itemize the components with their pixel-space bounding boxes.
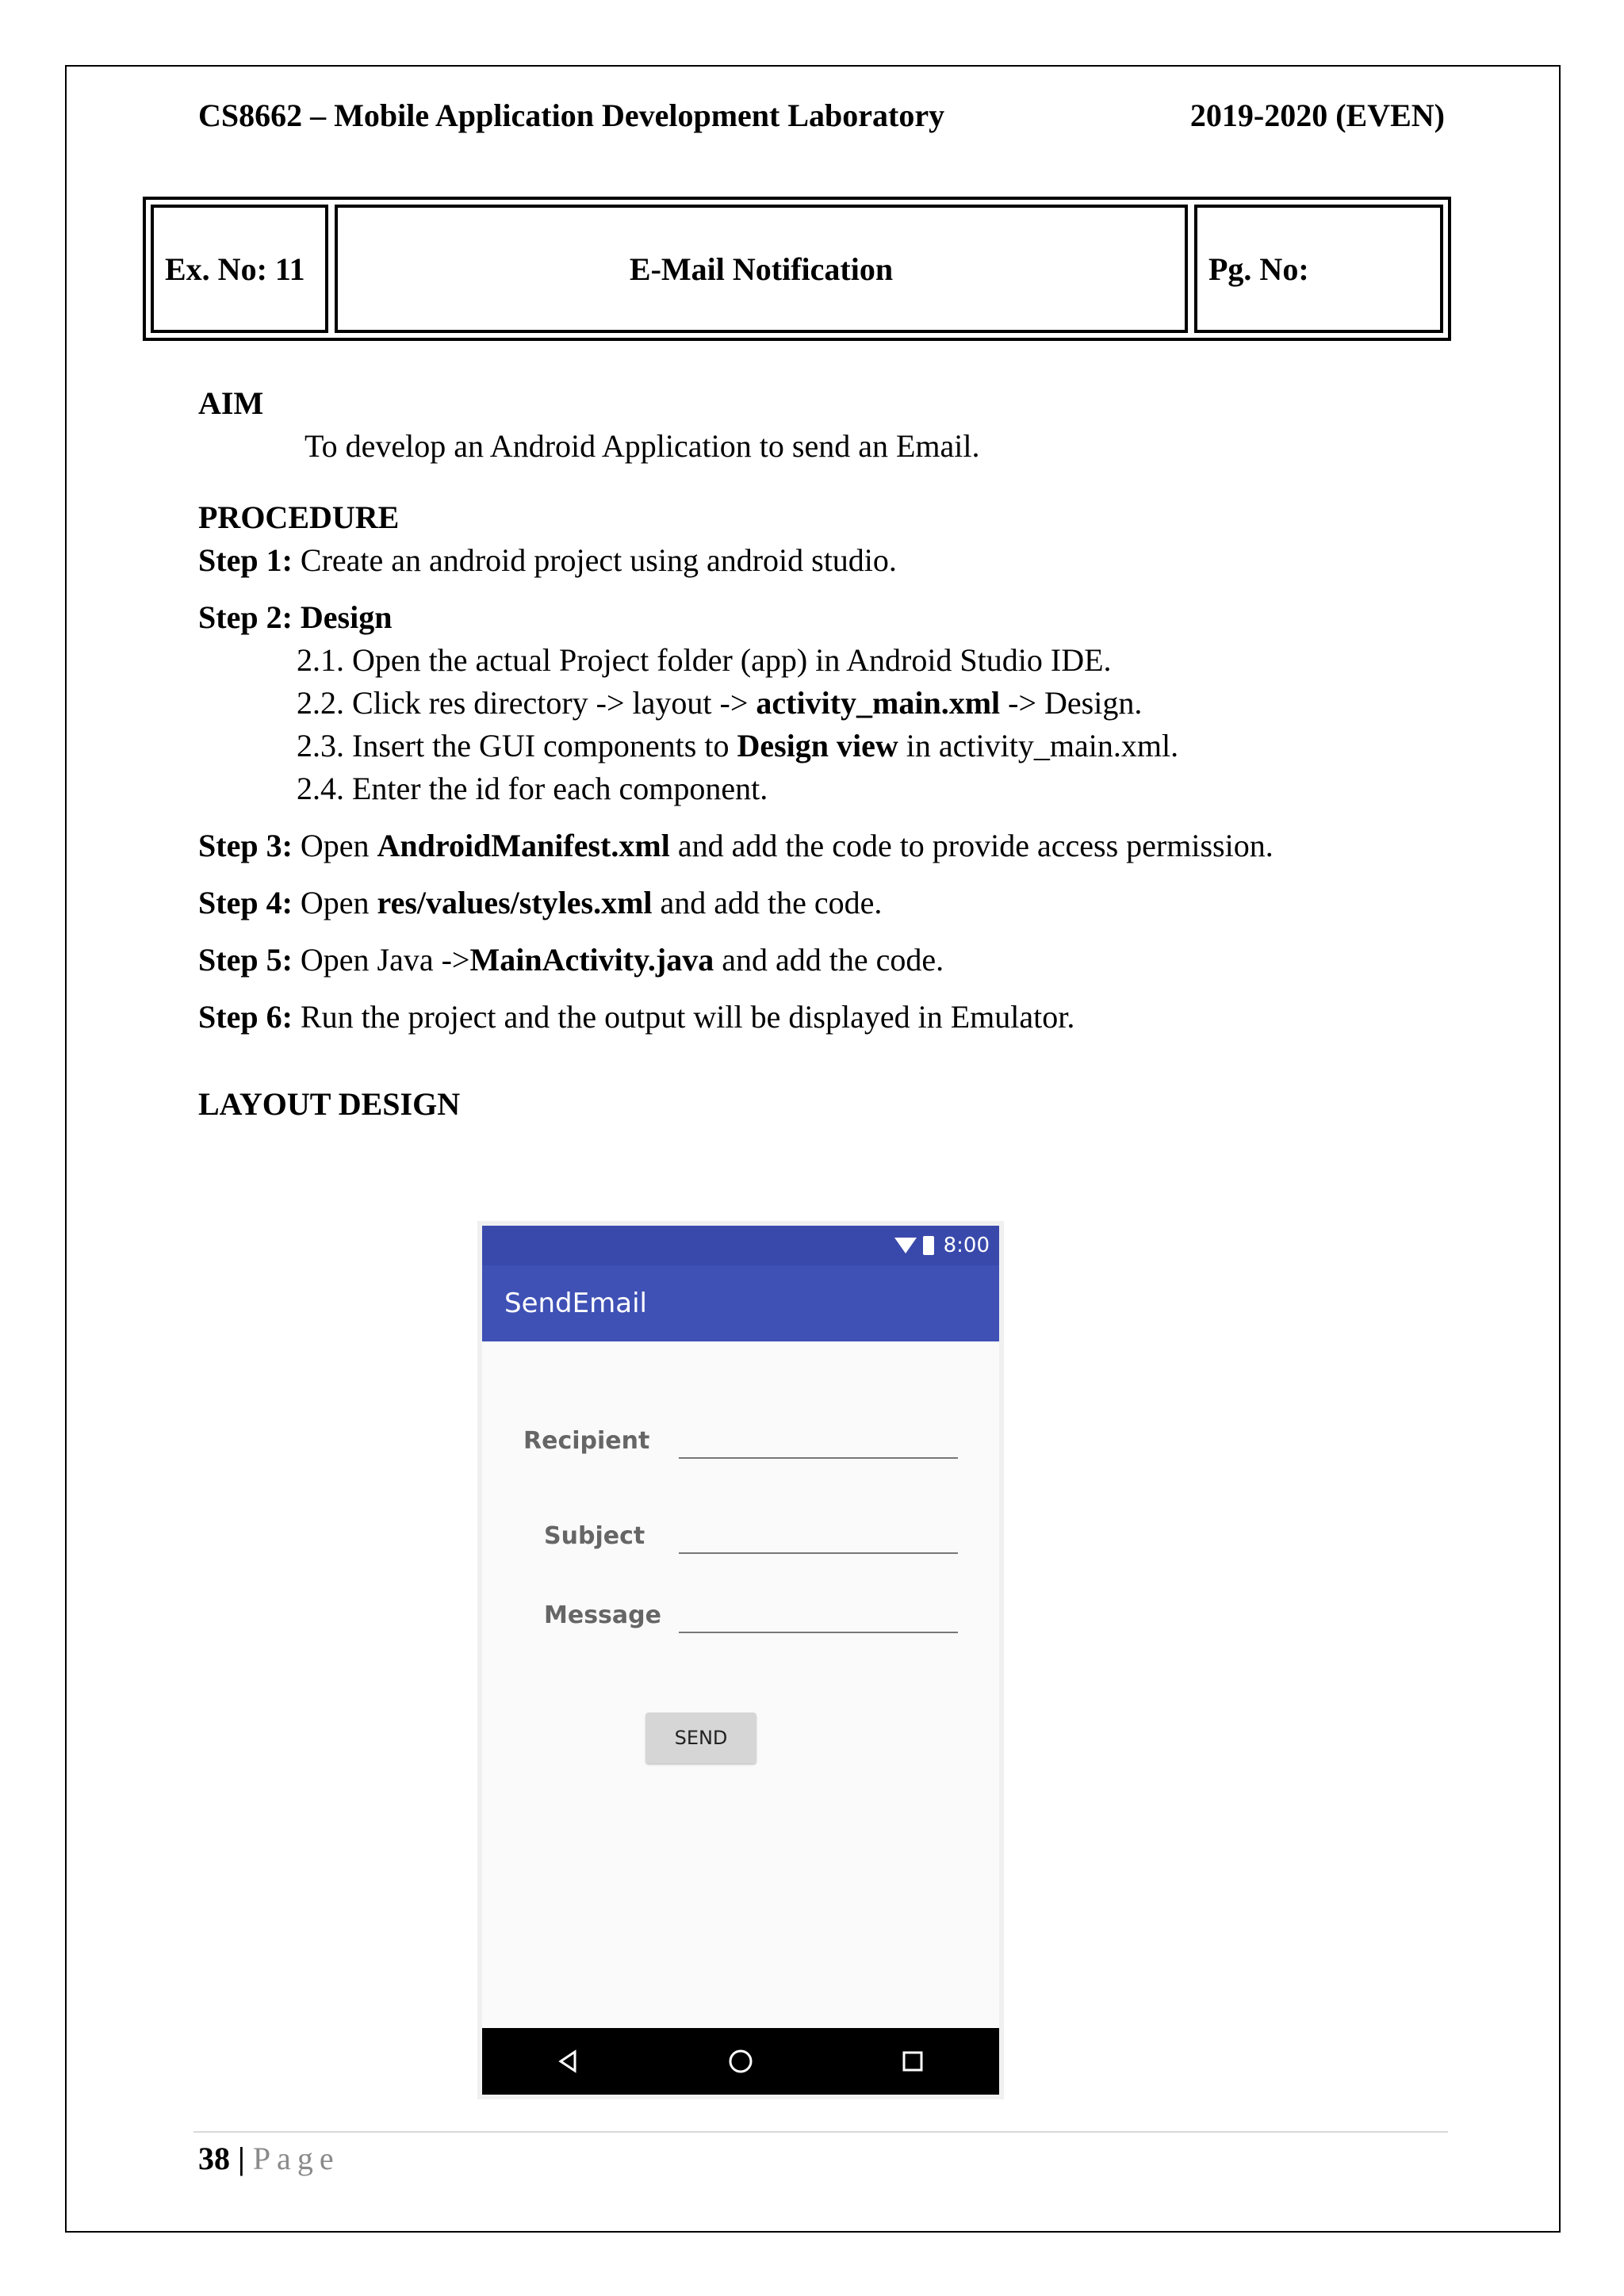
step-2-2-text-a: 2.2. Click res directory -> layout -> <box>297 685 756 721</box>
status-bar <box>482 1226 999 1265</box>
layout-design-heading: LAYOUT DESIGN <box>198 1086 461 1122</box>
step-4-label: Step 4: <box>198 885 293 920</box>
back-icon[interactable] <box>553 2045 584 2077</box>
exercise-title: E-Mail Notification <box>335 205 1188 333</box>
recipient-label: Recipient <box>523 1427 650 1455</box>
step-5 <box>198 939 1451 982</box>
course-title: CS8662 – Mobile Application Development Laboratory <box>198 98 945 133</box>
step-4-text-c: and add the code. <box>652 885 883 920</box>
subject-row <box>482 1514 999 1562</box>
step-2-1: 2.1. Open the actual Project folder (app) in Android Studio IDE. <box>297 642 1112 678</box>
home-icon[interactable] <box>725 2045 756 2077</box>
step-2-3 <box>198 725 1451 767</box>
navigation-bar <box>482 2028 999 2095</box>
message-label: Message <box>544 1601 661 1629</box>
step-3-text-c: and add the code to provide access permission. <box>669 828 1274 863</box>
app-bar <box>482 1265 999 1341</box>
page-header <box>198 97 1445 134</box>
exercise-title-table <box>143 197 1451 341</box>
step-5-text-a: Open Java -> <box>292 942 470 978</box>
page-number-cell: Pg. No: <box>1194 205 1443 333</box>
send-button[interactable]: SEND <box>645 1712 756 1763</box>
step-3-text-a: Open <box>292 828 377 863</box>
step-2-3-text-a: 2.3. Insert the GUI components to <box>297 728 737 763</box>
step-4 <box>198 882 1451 924</box>
step-2-label: Step 2: Design <box>198 599 393 635</box>
step-5-label: Step 5: <box>198 942 293 978</box>
step-1-label: Step 1: <box>198 542 293 578</box>
exercise-number: Ex. No: 11 <box>151 205 328 333</box>
procedure-heading: PROCEDURE <box>198 499 400 535</box>
step-3 <box>198 825 1451 867</box>
step-3-label: Step 3: <box>198 828 293 863</box>
step-4-file: res/values/styles.xml <box>377 885 653 920</box>
footer-page-number: 38 <box>198 2141 230 2176</box>
phone-screenshot <box>477 1221 1004 2099</box>
step-2-2-file: activity_main.xml <box>756 685 1001 721</box>
step-6-label: Step 6: <box>198 999 293 1035</box>
step-5-file: MainActivity.java <box>469 942 714 978</box>
status-time: 8:00 <box>943 1234 990 1257</box>
step-6-text: Run the project and the output will be displayed in Emulator. <box>292 999 1075 1035</box>
footer-separator: | <box>230 2141 253 2176</box>
recents-icon[interactable] <box>897 2045 929 2077</box>
step-2-2 <box>198 682 1451 725</box>
step-5-text-c: and add the code. <box>714 942 944 978</box>
step-2-3-text-c: in activity_main.xml. <box>898 728 1179 763</box>
step-2-4: 2.4. Enter the id for each component. <box>297 771 768 806</box>
step-1 <box>198 539 1451 582</box>
app-title: SendEmail <box>504 1288 647 1319</box>
message-field[interactable] <box>679 1632 958 1633</box>
footer-divider <box>193 2131 1448 2133</box>
step-1-text: Create an android project using android studio. <box>292 542 897 578</box>
footer-page-word: Page <box>252 2141 340 2176</box>
aim-text: To develop an Android Application to send an Email. <box>304 428 980 464</box>
page-footer <box>198 2137 340 2180</box>
recipient-field[interactable] <box>679 1457 958 1459</box>
battery-icon <box>923 1236 934 1255</box>
recipient-row <box>482 1419 999 1467</box>
wifi-icon <box>894 1238 917 1253</box>
academic-year: 2019-2020 (EVEN) <box>1189 98 1445 133</box>
step-4-text-a: Open <box>292 885 377 920</box>
step-2-2-text-c: -> Design. <box>1000 685 1143 721</box>
subject-label: Subject <box>544 1522 645 1550</box>
step-3-file: AndroidManifest.xml <box>377 828 670 863</box>
subject-field[interactable] <box>679 1552 958 1554</box>
document-body <box>198 382 1451 1126</box>
step-2-3-view: Design view <box>737 728 898 763</box>
step-6 <box>198 996 1451 1039</box>
phone-screen <box>482 1226 999 2095</box>
message-row <box>482 1594 999 1641</box>
aim-heading: AIM <box>198 385 264 421</box>
